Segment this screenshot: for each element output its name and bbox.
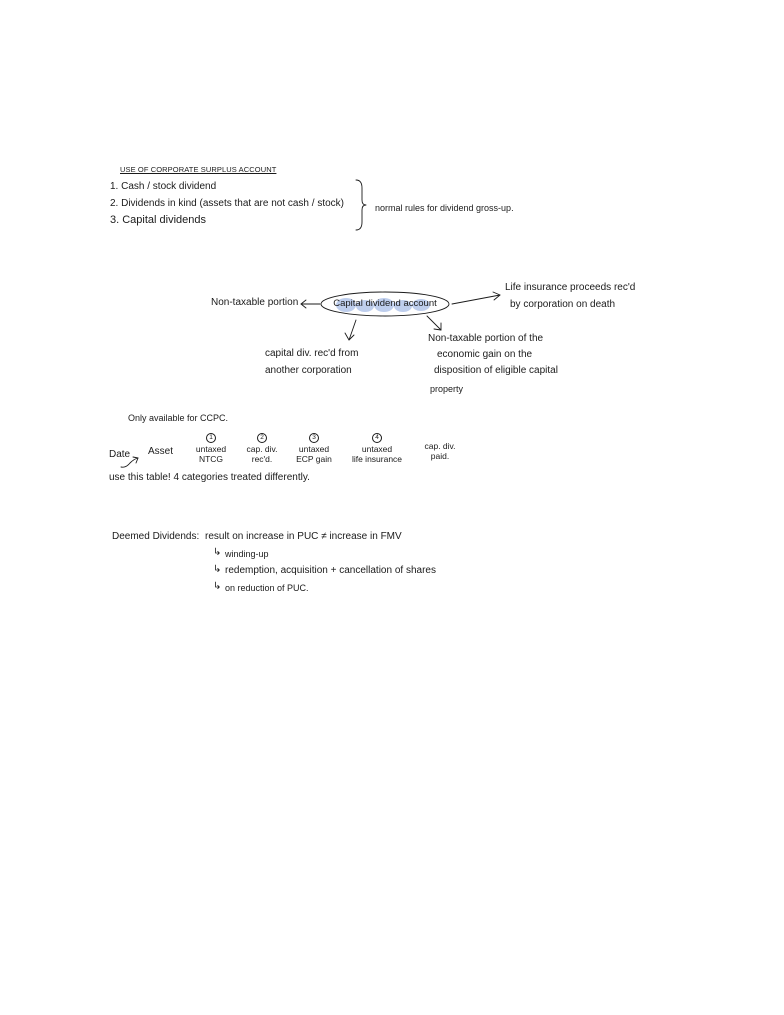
hook-arrow-icon (213, 581, 221, 593)
circled-number: 3 (309, 433, 319, 443)
column-label-line2: NTCG (198, 454, 224, 464)
brace-icon (354, 178, 368, 232)
table-note: use this table! 4 categories treated differently. (109, 472, 310, 483)
diagram-bottom-left-line2: another corporation (265, 365, 352, 376)
circled-number: 4 (372, 433, 382, 443)
column-label-line1: untaxed (195, 444, 227, 454)
table-asset-label: Asset (148, 446, 174, 457)
diagram-bottom-right-line2: economic gain on the (437, 349, 533, 360)
arrow-right-icon (450, 290, 504, 308)
diagram-bottom-right-line4: property (430, 384, 464, 394)
table-column-cap-div-recd (232, 431, 292, 464)
diagram-right-label-line1: Life insurance proceeds rec'd (505, 282, 636, 293)
diagram-bottom-right-line1: Non-taxable portion of the (428, 333, 544, 344)
list-item-cash-dividend: 1. Cash / stock dividend (110, 181, 217, 192)
deemed-item-redemption: redemption, acquisition + cancellation of shares (225, 565, 436, 576)
diagram-bottom-right-line3: disposition of eligible capital (434, 365, 558, 376)
column-label-line1: untaxed (361, 444, 393, 454)
circled-number: 1 (206, 433, 216, 443)
column-label-line1: cap. div. (424, 441, 456, 451)
table-column-untaxed-ecp-gain (284, 431, 344, 464)
table-date-label: Date (109, 449, 131, 460)
list-item-dividends-in-kind: 2. Dividends in kind (assets that are not cash / stock) (110, 198, 344, 209)
arrow-down-left-icon (342, 318, 360, 344)
diagram-right-label-line2: by corporation on death (510, 299, 616, 310)
table-column-cap-div-paid (410, 441, 470, 461)
ccpc-note: Only available for CCPC. (128, 413, 229, 423)
table-column-untaxed-life-insurance (347, 431, 407, 464)
deemed-dividends-text: result on increase in PUC ≠ increase in FMV (205, 531, 402, 542)
diagram-center-label: Capital dividend account (333, 298, 437, 309)
hook-arrow-icon (213, 564, 221, 576)
deemed-item-winding-up: winding-up (225, 549, 269, 559)
deemed-dividends-label: Deemed Dividends: (112, 531, 200, 542)
column-label-line1: cap. div. (246, 444, 278, 454)
deemed-item-puc-reduction: on reduction of PUC. (225, 583, 309, 593)
circled-number: 2 (257, 433, 267, 443)
list-item-capital-dividends: 3. Capital dividends (110, 214, 207, 226)
diagram-bottom-left-line1: capital div. rec'd from (265, 348, 359, 359)
brace-note: normal rules for dividend gross-up. (375, 203, 514, 213)
hook-arrow-icon (213, 547, 221, 559)
section-heading: USE OF CORPORATE SURPLUS ACCOUNT (120, 165, 277, 174)
column-label-line1: untaxed (298, 444, 330, 454)
diagram-left-label: Non-taxable portion (211, 297, 299, 308)
column-label-line2: ECP gain (296, 454, 332, 464)
curved-arrow-icon (118, 455, 142, 469)
column-label-line2: life insurance (351, 454, 403, 464)
column-label-line2: paid. (430, 451, 450, 461)
column-label-line2: rec'd. (251, 454, 273, 464)
arrow-down-right-icon (424, 314, 446, 334)
